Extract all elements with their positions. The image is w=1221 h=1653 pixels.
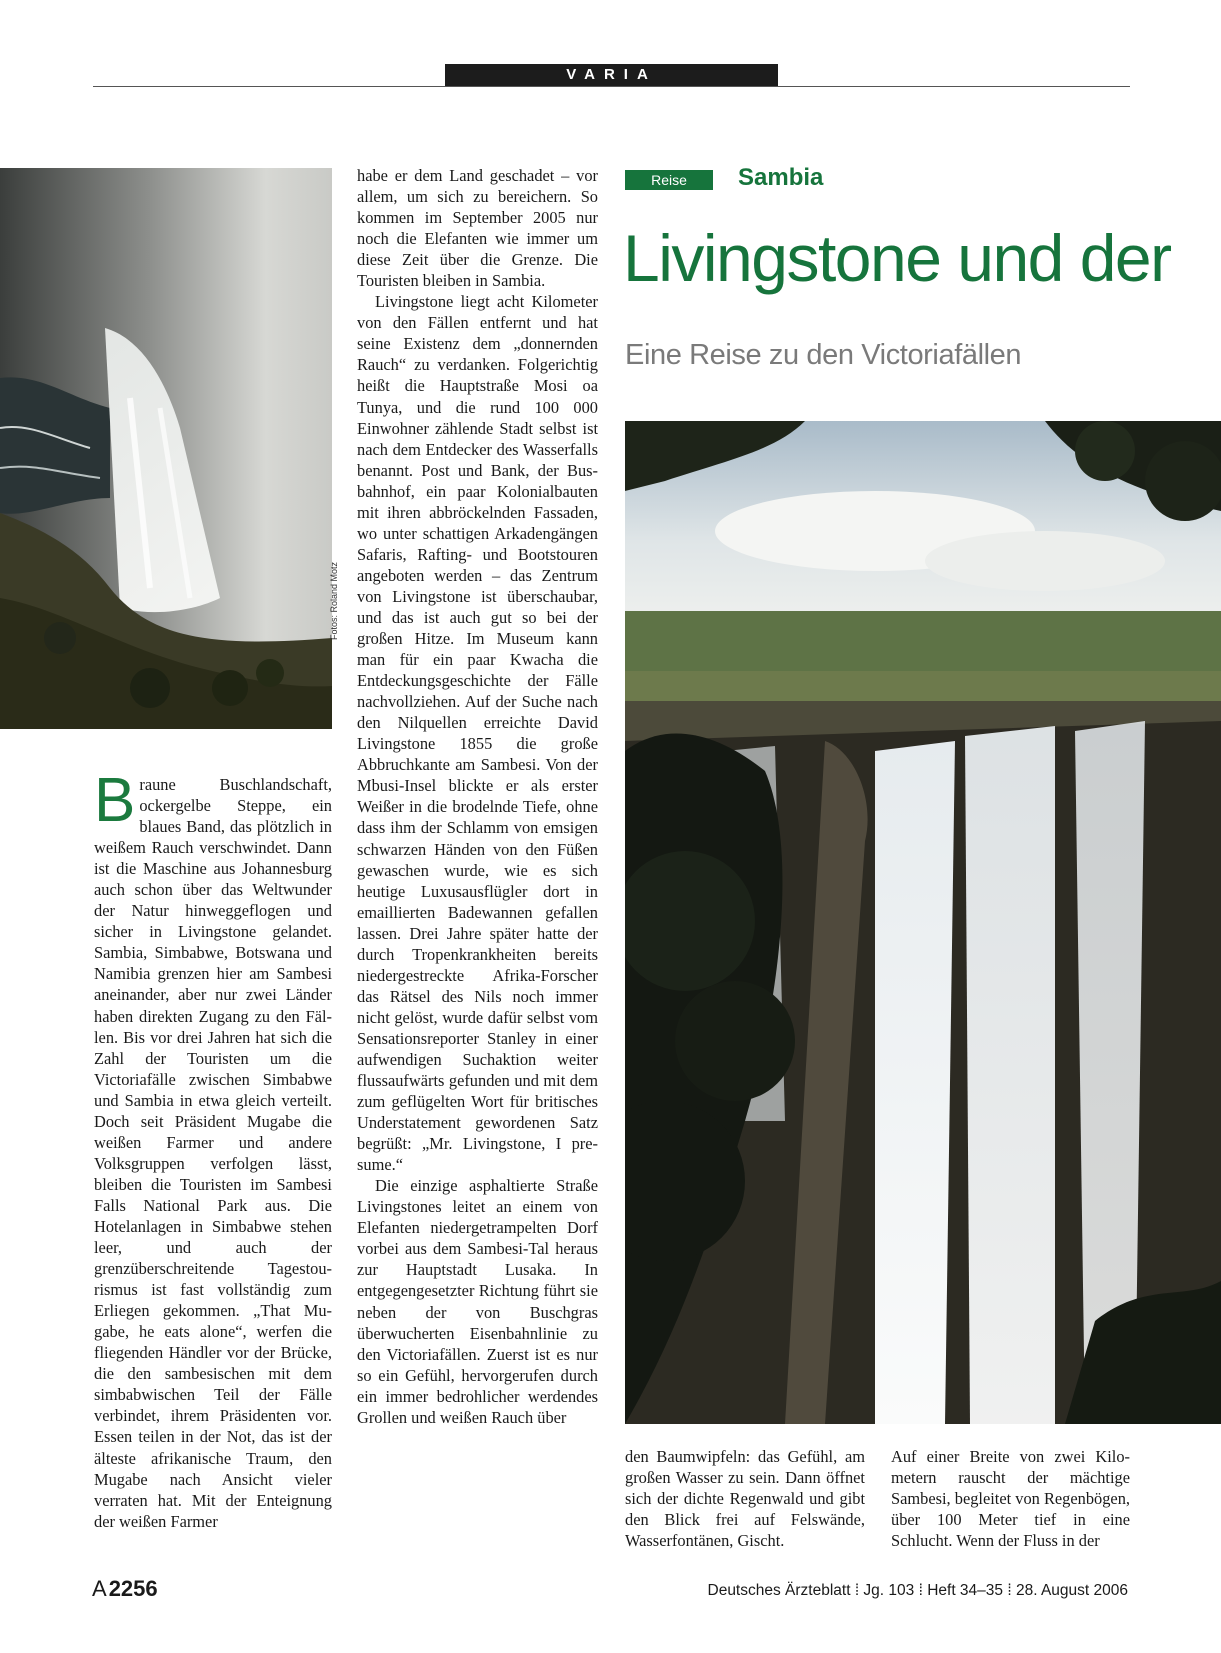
rubric-badge: Reise — [625, 170, 713, 190]
paragraph: raune Buschlandschaft, ockergelbe Steppe, ein blaues Band, das plötzlich in weißem Rauch verschwindet. Dann ist die Maschine aus Johannesburg auch schon über das Weltwunder der Natur hinweggeflogen und sicher in Livingstone gelandet. Sambia, Simbabwe, Botswana und Namibia grenzen hier am Sambesi aneinander, aber nur zwei Länder haben direkten Zugang zu den Fällen. Bis vor drei Jahren hat sich die Zahl der Touristen um die Victoriafälle zwischen Simbabwe und Sambia in etwa gleich verteilt. Doch seit Präsident Mugabe die weißen Farmer und andere Volksgruppen verfolgen lässt, bleiben die Touristen im Sambesi Falls National Park aus. Die Hotelanlagen in Simbabwe stehen leer, und auch der grenzüberschreitende Tagestourismus ist fast vollständig zum Erliegen gekommen. „That Mugabe, he eats alone“, werfen die fliegenden Händler vor der Brücke, die den sambesischen mit dem simbabwischen Teil der Fälle verbindet, ihrem Präsidenten vor. Essen teilen in der Not, das ist der älteste afrikanische Traum, den Mugabe nach Ansicht vieler verraten hat. Mit der Enteignung der weißen Farmer — [94, 775, 332, 1531]
paragraph: Die einzige asphaltierte Straße Livingstones leitet an einem von Elefanten niedergetrampelten Dorf vorbei aus dem Sambesi-Tal heraus zur Hauptstadt Lusaka. In entgegengesetzter Richtung führt sie neben der von Buschgras überwucherten Eisenbahnlinie zu den Victoriafällen. Zuerst ist es nur so ein Gefühl, hervorgerufen durch ein immer bedrohlicher werdendes Grollen und weißen Rauch über — [357, 1176, 598, 1427]
subheadline: Eine Reise zu den Victoriafällen — [625, 339, 1022, 371]
article-column-3 — [625, 1446, 865, 1551]
headline: Livingstone und der — [623, 221, 1171, 295]
kicker: Sambia — [738, 164, 824, 191]
photo-credit: Fotos: Roland Motz — [329, 561, 339, 640]
paragraph: Livingstone liegt acht Kilometer von den Fällen entfernt und hat seine Existenz dem „donnernden Rauch“ zu verdanken. Folgerichtig heißt die Hauptstraße Mosi oa Tunya, und die rund 100 000 Einwohner zählende Stadt selbst ist nach dem Entdecker des Wasserfalls benannt. Post und Bank, der Busbahnhof, ein paar Kolonialbauten mit ihren abbröckelnden Fassaden, wo unter schattigen Arkadengängen Safaris, Rafting- und Bootstouren angeboten werden – das Zentrum von Livingstone ist überschaubar, und das ist auch gut so bei der großen Hitze. Im Museum kann man für ein paar Kwacha die Entdeckungsgeschichte der Fälle nachvollziehen. Auf der Suche nach den Nilquellen erreichte David Livingstone 1855 die große Abbruchkante am Sambesi. Von der Mbusi-Insel blickte er als erster Weißer in die brodelnde Tiefe, ohne dass ihm der Schlamm von emsigen schwarzen Händen von den Füßen gewaschen wurde, wie es sich heutige Luxusausflügler dort in emaillierten Badewannen gefallen lassen. Drei Jahre später hatte der durch Tropenkrankheiten bereits niedergestreckte Afrika-Forscher das Rätsel des Nils noch immer nicht gelöst, wurde dafür selbst vom Sensationsreporter Stanley in einer aufwendigen Suchaktion weiter flussaufwärts gefunden und mit dem zum geflügelten Wort für britisches Understatement gewordenen Satz begrüßt: „Mr. Livingstone, I presume.“ — [357, 292, 598, 1175]
paragraph: den Baumwipfeln: das Gefühl, am großen Wasser zu sein. Dann öffnet sich der dichte Regenwald und gibt den Blick frei auf Felswände, Wasserfontänen, Gischt. — [625, 1447, 865, 1551]
dropcap: B — [94, 766, 136, 835]
header-rule — [93, 86, 1130, 87]
section-header: VARIA — [445, 64, 778, 86]
victoria-falls-photo — [625, 421, 1221, 1424]
paragraph: Auf einer Breite von zwei Kilometern rauscht der mächtige Sambesi, begleitet von Regenbögen, über 100 Meter tief in eine Schlucht. Wenn der Fluss in der — [891, 1447, 1130, 1551]
page-prefix: A — [92, 1576, 107, 1601]
article-column-4 — [891, 1446, 1130, 1551]
paragraph: habe er dem Land geschadet – vor allem, um sich zu bereichern. So kommen im September 2005 nur noch die Elefanten wie immer um diese Zeit über die Grenze. Die Touristen bleiben in Sambia. — [357, 166, 598, 291]
article-column-1 — [94, 766, 332, 1532]
waterfall-aerial-photo — [0, 168, 332, 729]
page-number-value: 2256 — [108, 1576, 158, 1601]
page-number — [92, 1576, 158, 1602]
journal-citation: Deutsches Ärzteblatt ⁞ Jg. 103 ⁞ Heft 34–35 ⁞ 28. August 2006 — [707, 1582, 1128, 1599]
article-column-2 — [357, 165, 598, 1428]
